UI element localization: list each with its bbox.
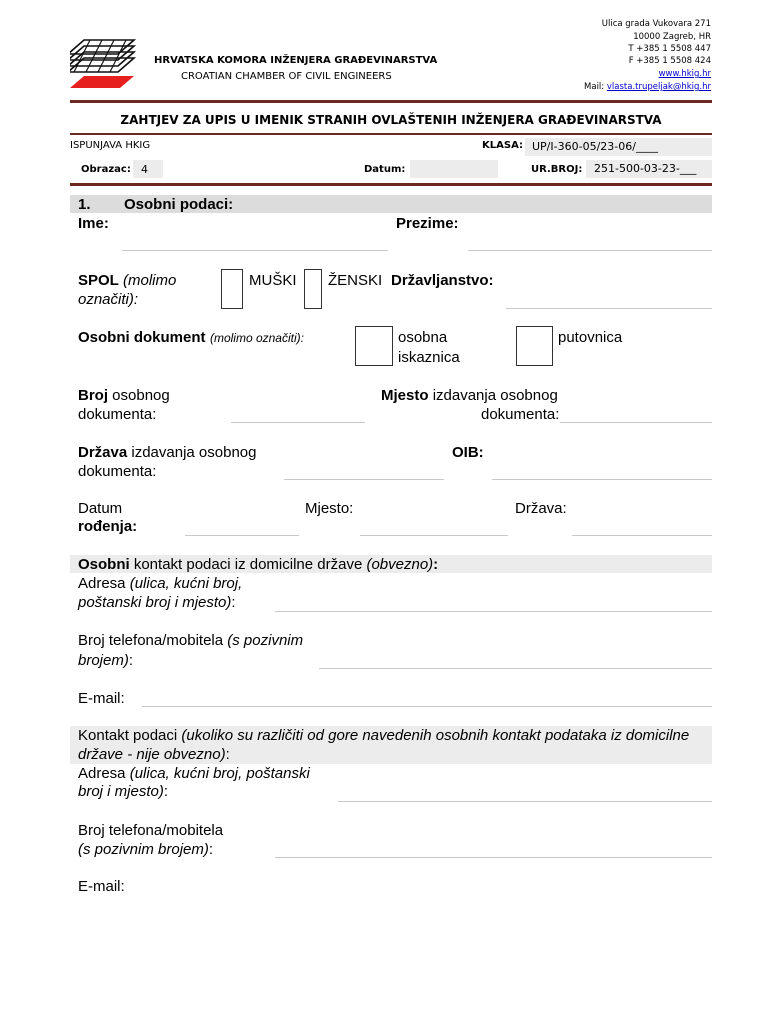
spol-label [78, 271, 176, 290]
mjesto-izdavanja-label-2: dokumenta: [481, 406, 560, 423]
obrazac-field[interactable] [133, 160, 163, 178]
mjesto-rodenja-label: Mjesto: [305, 500, 354, 517]
home-adresa-label [78, 574, 242, 593]
website-link-text[interactable]: www.hkig.hr [658, 69, 711, 79]
drzavljanstvo-label: Državljanstvo: [391, 272, 494, 289]
spol-note-1: (molimo [123, 272, 177, 289]
fax: F +385 1 5508 424 [628, 56, 711, 66]
website-link[interactable] [659, 68, 711, 80]
mjesto-rest: izdavanja osobnog [432, 387, 558, 404]
other-adresa-colon: : [163, 783, 169, 800]
mail-link[interactable]: vlasta.trupeljak@hkig.hr [606, 82, 711, 92]
home-telefon-word: Broj telefona/mobitela [78, 632, 224, 649]
mail-label: Mail: [584, 82, 605, 92]
ime-label: Ime: [78, 215, 109, 232]
muski-checkbox[interactable] [221, 269, 243, 309]
drzava-rodenja-input[interactable] [572, 535, 712, 536]
contact-other-title-2 [78, 745, 230, 764]
zenski-label: ŽENSKI [328, 272, 383, 289]
home-telefon-colon: : [128, 652, 134, 669]
org-name-hr: HRVATSKA KOMORA INŽENJERA GRAĐEVINARSTVA [154, 55, 438, 66]
klasa-label: KLASA: [482, 140, 523, 151]
office-fill-by: ISPUNJAVA HKIG [70, 140, 151, 151]
other-adresa-word: Adresa [78, 765, 126, 782]
other-adresa-note-1: (ulica, kućni broj, poštanski [129, 765, 310, 782]
other-telefon-label-2 [78, 840, 213, 859]
urbroj-value: 251-500-03-23-___ [594, 162, 697, 175]
contact-other-title-colon: : [225, 746, 230, 763]
urbroj-label: UR.BROJ: [531, 164, 583, 175]
oib-label: OIB: [452, 444, 484, 461]
obrazac-value: 4 [141, 163, 148, 176]
obrazac-label: Obrazac: [81, 164, 131, 175]
address-line2: 10000 Zagreb, HR [633, 32, 711, 42]
osobna-checkbox[interactable] [355, 326, 393, 366]
broj-label-2: dokumenta: [78, 406, 157, 423]
title-rule [70, 133, 712, 135]
home-telefon-label [78, 631, 303, 650]
contact-home-title-italic: (obvezno) [366, 556, 434, 573]
drzava-rodenja-label: Država: [515, 500, 567, 517]
contact-home-title-bold: Osobni [78, 556, 130, 573]
drzava-izdavanja-input[interactable] [284, 479, 444, 480]
datum-rodenja-label-1: Datum [78, 500, 123, 517]
datum-rodenja-input[interactable] [185, 535, 299, 536]
broj-input[interactable] [231, 422, 365, 423]
zenski-checkbox[interactable] [304, 269, 322, 309]
broj-rest: osobnog [112, 387, 170, 404]
contact-other-title [78, 726, 689, 745]
contact-home-title-colon: : [433, 556, 439, 573]
drzava-bold: Država [78, 444, 128, 461]
putovnica-label: putovnica [558, 329, 623, 346]
prezime-input[interactable] [468, 250, 712, 251]
broj-label [78, 386, 170, 405]
klasa-value: UP/I-360-05/23-06/____ [532, 140, 658, 153]
other-email-label: E-mail: [78, 878, 125, 895]
drzava-izdavanja-label [78, 443, 256, 462]
mjesto-izdavanja-label [381, 386, 558, 405]
home-adresa-note-1: (ulica, kućni broj, [129, 575, 243, 592]
mjesto-bold: Mjesto [381, 387, 429, 404]
other-telefon-input[interactable] [275, 857, 712, 858]
section1-number: 1. [78, 196, 91, 213]
mail-line [584, 81, 711, 93]
osobni-dokument-title: Osobni dokument [78, 329, 206, 346]
other-adresa-note-2: broj i mjesto) [78, 783, 164, 800]
home-email-label: E-mail: [78, 690, 125, 707]
home-telefon-note-2: brojem) [78, 652, 129, 669]
address-line1: Ulica grada Vukovara 271 [601, 19, 711, 29]
office-rule [70, 183, 712, 186]
home-email-input[interactable] [142, 706, 712, 707]
home-adresa-input[interactable] [275, 611, 712, 612]
hkig-logo [70, 38, 136, 90]
other-telefon-note: (s pozivnim brojem) [78, 841, 209, 858]
home-telefon-note-1: (s pozivnim [227, 632, 304, 649]
org-name-en: CROATIAN CHAMBER OF CIVIL ENGINEERS [181, 71, 392, 82]
home-adresa-colon: : [231, 594, 236, 611]
spol-title: SPOL [78, 272, 119, 289]
home-adresa-word: Adresa [78, 575, 126, 592]
other-adresa-input[interactable] [338, 801, 712, 802]
osobna-label-1: osobna [398, 329, 448, 346]
home-telefon-label-2 [78, 651, 133, 670]
contact-other-title-italic-1: (ukoliko su različiti od gore navedenih osobnih kontakt podataka iz domicilne [181, 727, 690, 744]
osobni-dokument-note: (molimo označiti): [209, 331, 304, 345]
datum-label: Datum: [364, 164, 406, 175]
other-adresa-label-2 [78, 782, 168, 801]
mjesto-izdavanja-input[interactable] [560, 422, 712, 423]
oib-input[interactable] [492, 479, 712, 480]
osobni-dokument-label [78, 328, 304, 347]
other-telefon-colon: : [208, 841, 214, 858]
prezime-label: Prezime: [396, 215, 459, 232]
contact-other-title-italic-2: države - nije obvezno) [78, 746, 226, 763]
contact-home-title [78, 555, 438, 574]
datum-field[interactable] [410, 160, 498, 178]
drzava-izdavanja-label-2: dokumenta: [78, 463, 157, 480]
datum-rodenja-label-2: rođenja: [78, 518, 138, 535]
home-adresa-note-2: poštanski broj i mjesto) [78, 594, 232, 611]
form-title: ZAHTJEV ZA UPIS U IMENIK STRANIH OVLAŠTENIH INŽENJERA GRAĐEVINARSTVA [120, 113, 662, 127]
drzavljanstvo-input[interactable] [506, 308, 712, 309]
contact-home-title-rest: kontakt podaci iz domicilne države [133, 556, 363, 573]
muski-label: MUŠKI [249, 272, 297, 289]
mjesto-rodenja-input[interactable] [360, 535, 508, 536]
phone: T +385 1 5508 447 [628, 44, 711, 54]
section1-title: Osobni podaci: [124, 196, 234, 213]
other-adresa-label [78, 764, 310, 783]
home-adresa-label-2 [78, 593, 236, 612]
header-rule [70, 100, 712, 103]
drzava-rest: izdavanja osobnog [131, 444, 257, 461]
home-telefon-input[interactable] [319, 668, 712, 669]
spol-note-2: označiti): [78, 291, 139, 308]
ime-input[interactable] [122, 250, 388, 251]
putovnica-checkbox[interactable] [516, 326, 553, 366]
osobna-label-2: iskaznica [398, 349, 460, 366]
broj-bold: Broj [78, 387, 108, 404]
other-telefon-label: Broj telefona/mobitela [78, 822, 224, 839]
contact-other-title-word: Kontakt podaci [78, 727, 178, 744]
